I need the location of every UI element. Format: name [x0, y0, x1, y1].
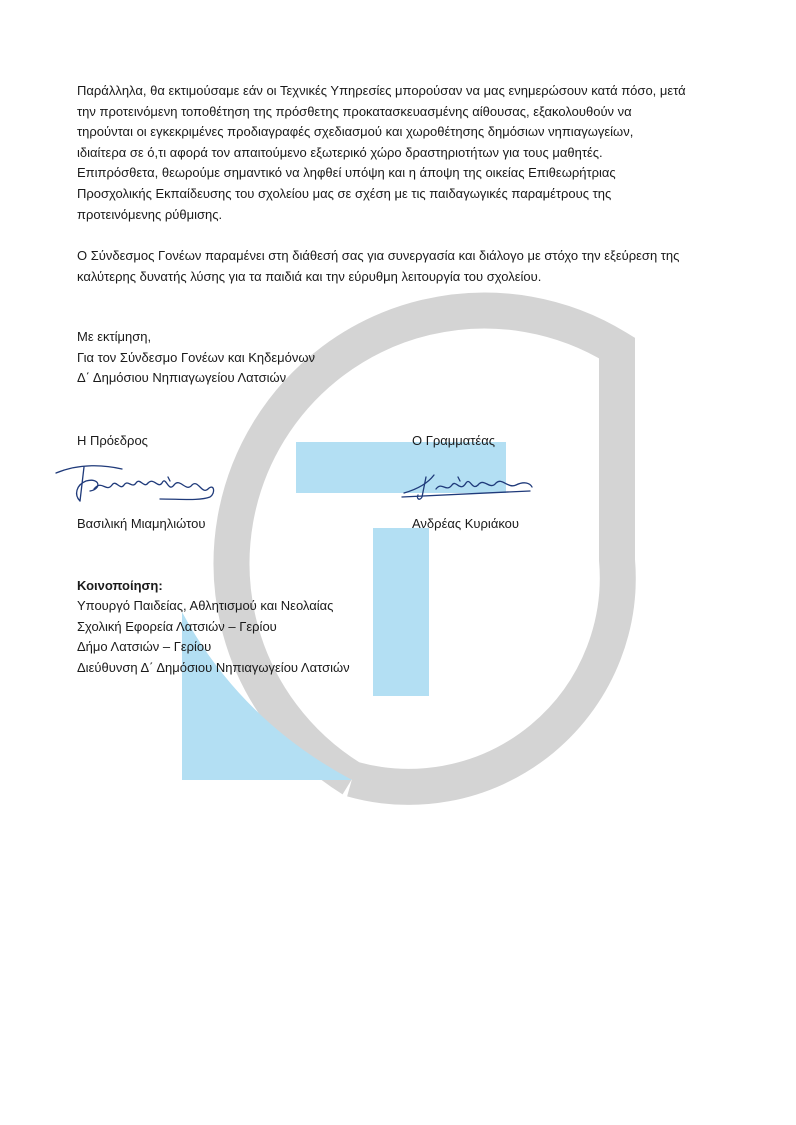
closing-school: Δ΄ Δημόσιου Νηπιαγωγείου Λατσιών: [77, 370, 287, 385]
cc-heading: Κοινοποίηση:: [77, 578, 163, 593]
closing-association: Για τον Σύνδεσμο Γονέων και Κηδεμόνων: [77, 350, 316, 365]
paragraph-line: Επιπρόσθετα, θεωρούμε σημαντικό να ληφθεί υπόψη και η άποψη της οικείας Επιθεωρήτριας: [77, 165, 616, 181]
cc-recipient: Δήμο Λατσιών – Γερίου: [77, 639, 212, 654]
paragraph-line: ιδιαίτερα σε ό,τι αφορά τον απαιτούμενο εξωτερικό χώρο δραστηριοτήτων για τους μαθητές.: [77, 144, 603, 160]
paragraph-line: Ο Σύνδεσμος Γονέων παραμένει στη διάθεσή σας για συνεργασία και διάλογο με στόχο την εξεύρεση της: [77, 248, 680, 263]
paragraph-line: τηρούνται οι εγκεκριμένες προδιαγραφές σχεδιασμού και χωροθέτησης δημόσιων νηπιαγωγείων,: [77, 124, 634, 140]
president-role: Η Πρόεδρος: [77, 433, 148, 448]
paragraph-cooperation: [77, 246, 727, 287]
secretary-role: Ο Γραμματέας: [412, 433, 496, 448]
cc-recipient: Διεύθυνση Δ΄ Δημόσιου Νηπιαγωγείου Λατσιών: [77, 660, 350, 675]
cc-recipient: Σχολική Εφορεία Λατσιών – Γερίου: [77, 619, 277, 634]
president-signature: [50, 455, 225, 510]
paragraph-line: Προσχολικής Εκπαίδευσης του σχολείου μας σε σχέση με τις παιδαγωγικές παραμέτρους της: [77, 185, 612, 201]
secretary-signature: [398, 463, 538, 508]
closing-salutation: Με εκτίμηση,: [77, 329, 152, 344]
president-name: Βασιλική Μιαμηλιώτου: [77, 516, 206, 531]
paragraph-line: προτεινόμενης ρύθμισης.: [77, 206, 223, 222]
cc-recipient: Υπουργό Παιδείας, Αθλητισμού και Νεολαίας: [77, 598, 334, 613]
paragraph-line: καλύτερης δυνατής λύσης για τα παιδιά και την εύρυθμη λειτουργία του σχολείου.: [77, 268, 542, 284]
paragraph-line: την προτεινόμενη τοποθέτηση της πρόσθετης προκατασκευασμένης αίθουσας, εξακολουθούν να: [77, 103, 632, 119]
paragraph-technical-services: [77, 81, 727, 225]
paragraph-line: Παράλληλα, θα εκτιμούσαμε εάν οι Τεχνικές Υπηρεσίες μπορούσαν να μας ενημερώσουν κατά πόσο, μετά: [77, 83, 686, 98]
secretary-name: Ανδρέας Κυριάκου: [412, 516, 520, 531]
